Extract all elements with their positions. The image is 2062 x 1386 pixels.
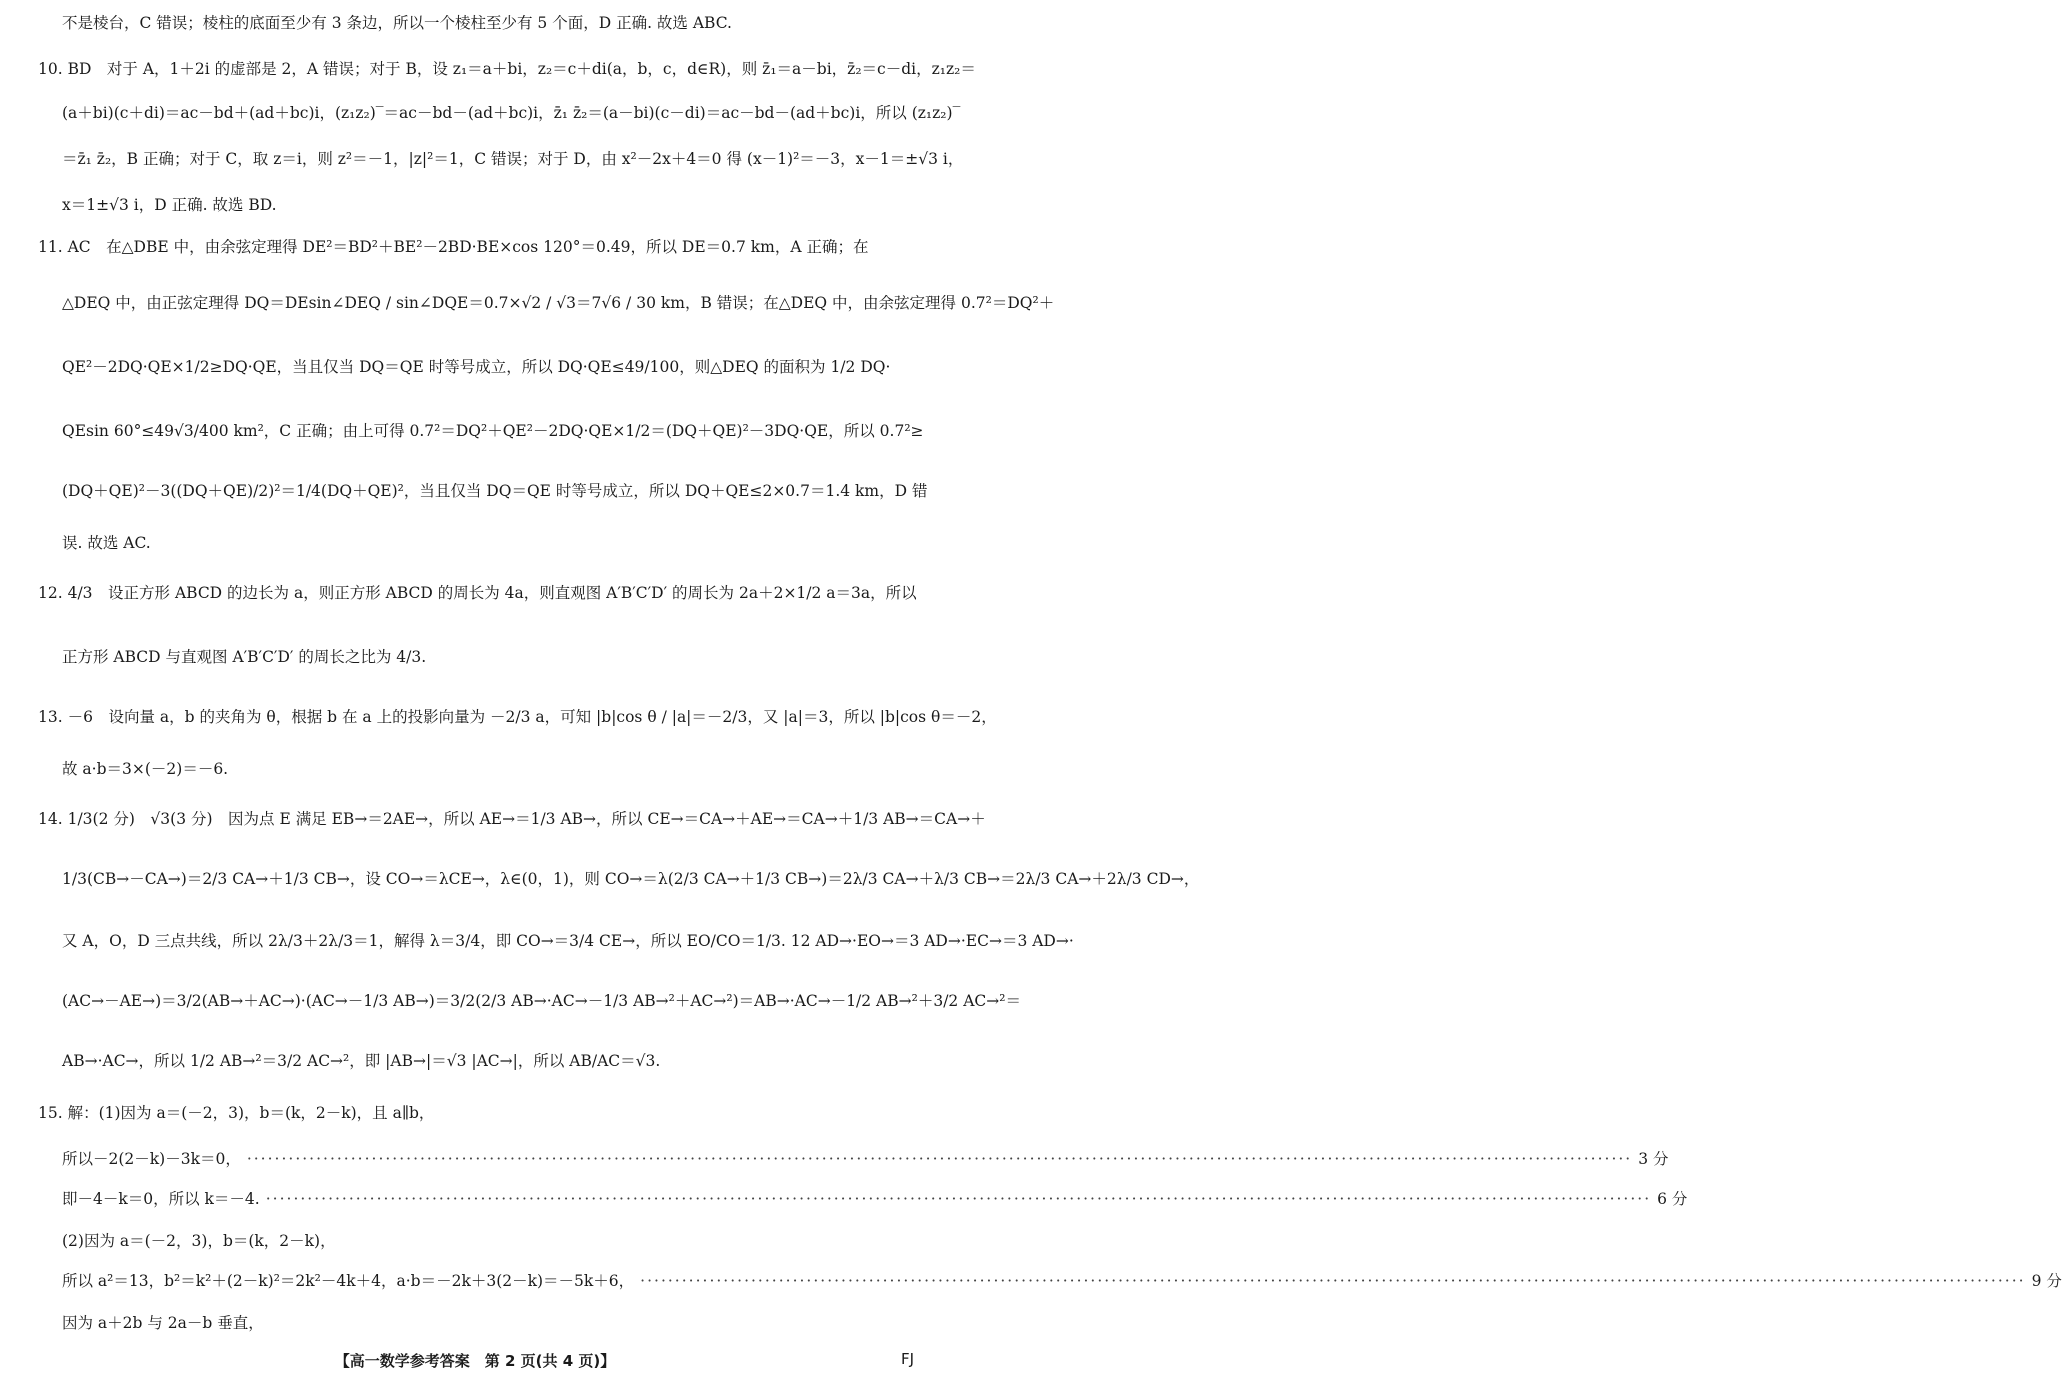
text-line: 15. 解：(1)因为 a＝(－2，3)，b＝(k，2－k)，且 a∥b， [38,1104,435,1122]
text-line: 10. BD 对于 A，1＋2i 的虚部是 2，A 错误；对于 B，设 z₁＝a＋bi，z₂＝c＋di(a，b，c，d∈R)，则 z̄₁＝a－bi，z̄₂＝c－di，z₁z₂＝ [38,60,976,78]
step-text: 所以－2(2－k)－3k＝0， [62,1150,241,1168]
text-line: ＝z̄₁ z̄₂，B 正确；对于 C，取 z＝i，则 z²＝－1，|z|²＝1，C 错误；对于 D，由 x²－2x＋4＝0 得 (x－1)²＝－3，x－1＝±√3 i， [62,150,964,168]
text-line: QEsin 60°≤49√3/400 km²，C 正确；由上可得 0.7²＝DQ²＋QE²－2DQ·QE×1/2＝(DQ＋QE)²－3DQ·QE，所以 0.7²≥ [62,422,924,440]
text-line: 故 a·b＝3×(－2)＝－6. [62,760,229,778]
text-line: 14. 1/3(2 分) √3(3 分) 因为点 E 满足 EB→＝2AE→，所以 AE→＝1/3 AB→，所以 CE→＝CA→＋AE→＝CA→＋1/3 AB→＝CA→＋ [38,810,986,828]
text-line: (DQ＋QE)²－3((DQ＋QE)/2)²＝1/4(DQ＋QE)²，当且仅当 DQ＝QE 时等号成立，所以 DQ＋QE≤2×0.7＝1.4 km，D 错 [62,482,928,500]
text-line: 12. 4/3 设正方形 ABCD 的边长为 a，则正方形 ABCD 的周长为 4a，则直观图 A′B′C′D′ 的周长为 2a＋2×1/2 a＝3a，所以 [38,584,917,602]
text-line: △DEQ 中，由正弦定理得 DQ＝DEsin∠DEQ / sin∠DQE＝0.7×√2 / √3＝7√6 / 30 km，B 错误；在△DEQ 中，由余弦定理得 0.7²＝DQ²＋ [62,294,1055,312]
text-line: 13. －6 设向量 a，b 的夹角为 θ，根据 b 在 a 上的投影向量为 －2/3 a，可知 |b|cos θ / |a|＝－2/3，又 |a|＝3，所以 |b|cos θ＝－2， [38,708,997,726]
step-score: 6 分 [1657,1190,1688,1208]
step-score: 9 分 [2031,1272,2062,1290]
footer-code: FJ [900,1350,914,1368]
scored-step [62,1186,1688,1212]
step-text: 所以 a²＝13，b²＝k²＋(2－k)²＝2k²－4k＋4，a·b＝－2k＋3(2－k)＝－5k＋6， [62,1272,635,1290]
scored-step [62,1146,1669,1172]
leader-dots: ········································································································································································································ [265,1190,1652,1208]
leader-dots: ········································································································································································································ [246,1150,1633,1168]
step-text: 即－4－k＝0，所以 k＝－4. [62,1190,260,1208]
text-line: (a＋bi)(c＋di)＝ac－bd＋(ad＋bc)i，(z₁z₂)‾＝ac－bd－(ad＋bc)i，z̄₁ z̄₂＝(a－bi)(c－di)＝ac－bd－(ad＋bc)i，所以 (z₁z₂)‾ [62,104,961,122]
text-line: 11. AC 在△DBE 中，由余弦定理得 DE²＝BD²＋BE²－2BD·BE×cos 120°＝0.49，所以 DE＝0.7 km，A 正确；在 [38,238,869,256]
text-line: 正方形 ABCD 与直观图 A′B′C′D′ 的周长之比为 4/3. [62,648,427,666]
text-line: AB→·AC→，所以 1/2 AB→²＝3/2 AC→²，即 |AB→|＝√3 |AC→|，所以 AB/AC＝√3. [62,1052,661,1070]
leader-dots: ········································································································································································································ [640,1272,2026,1290]
text-line: 1/3(CB→－CA→)＝2/3 CA→＋1/3 CB→，设 CO→＝λCE→，λ∈(0，1)，则 CO→＝λ(2/3 CA→＋1/3 CB→)＝2λ/3 CA→＋λ/3 CB→＝2λ/3 CA→＋2λ/3 CD→， [62,870,1200,888]
step-score: 3 分 [1638,1150,1669,1168]
text-line: (AC→－AE→)＝3/2(AB→＋AC→)·(AC→－1/3 AB→)＝3/2(2/3 AB→·AC→－1/3 AB→²＋AC→²)＝AB→·AC→－1/2 AB→²＋3/2 AC→²＝ [62,992,1021,1010]
text-line: (2)因为 a＝(－2，3)，b＝(k，2－k)， [62,1232,336,1250]
text-line: 又 A，O，D 三点共线，所以 2λ/3＋2λ/3＝1，解得 λ＝3/4，即 CO→＝3/4 CE→，所以 EO/CO＝1/3. 12 AD→·EO→＝3 AD→·EC→＝3 AD→· [62,932,1074,950]
text-line: x＝1±√3 i，D 正确. 故选 BD. [62,196,277,214]
text-line: 误. 故选 AC. [62,534,151,552]
text-line: 不是棱台，C 错误；棱柱的底面至少有 3 条边，所以一个棱柱至少有 5 个面，D 正确. 故选 ABC. [62,14,732,32]
text-line: QE²－2DQ·QE×1/2≥DQ·QE，当且仅当 DQ＝QE 时等号成立，所以 DQ·QE≤49/100，则△DEQ 的面积为 1/2 DQ· [62,358,891,376]
scored-step [62,1268,2062,1294]
page-footer: 【高一数学参考答案 第 2 页(共 4 页)】 [334,1352,616,1370]
text-line: 因为 a＋2b 与 2a－b 垂直， [62,1314,264,1332]
